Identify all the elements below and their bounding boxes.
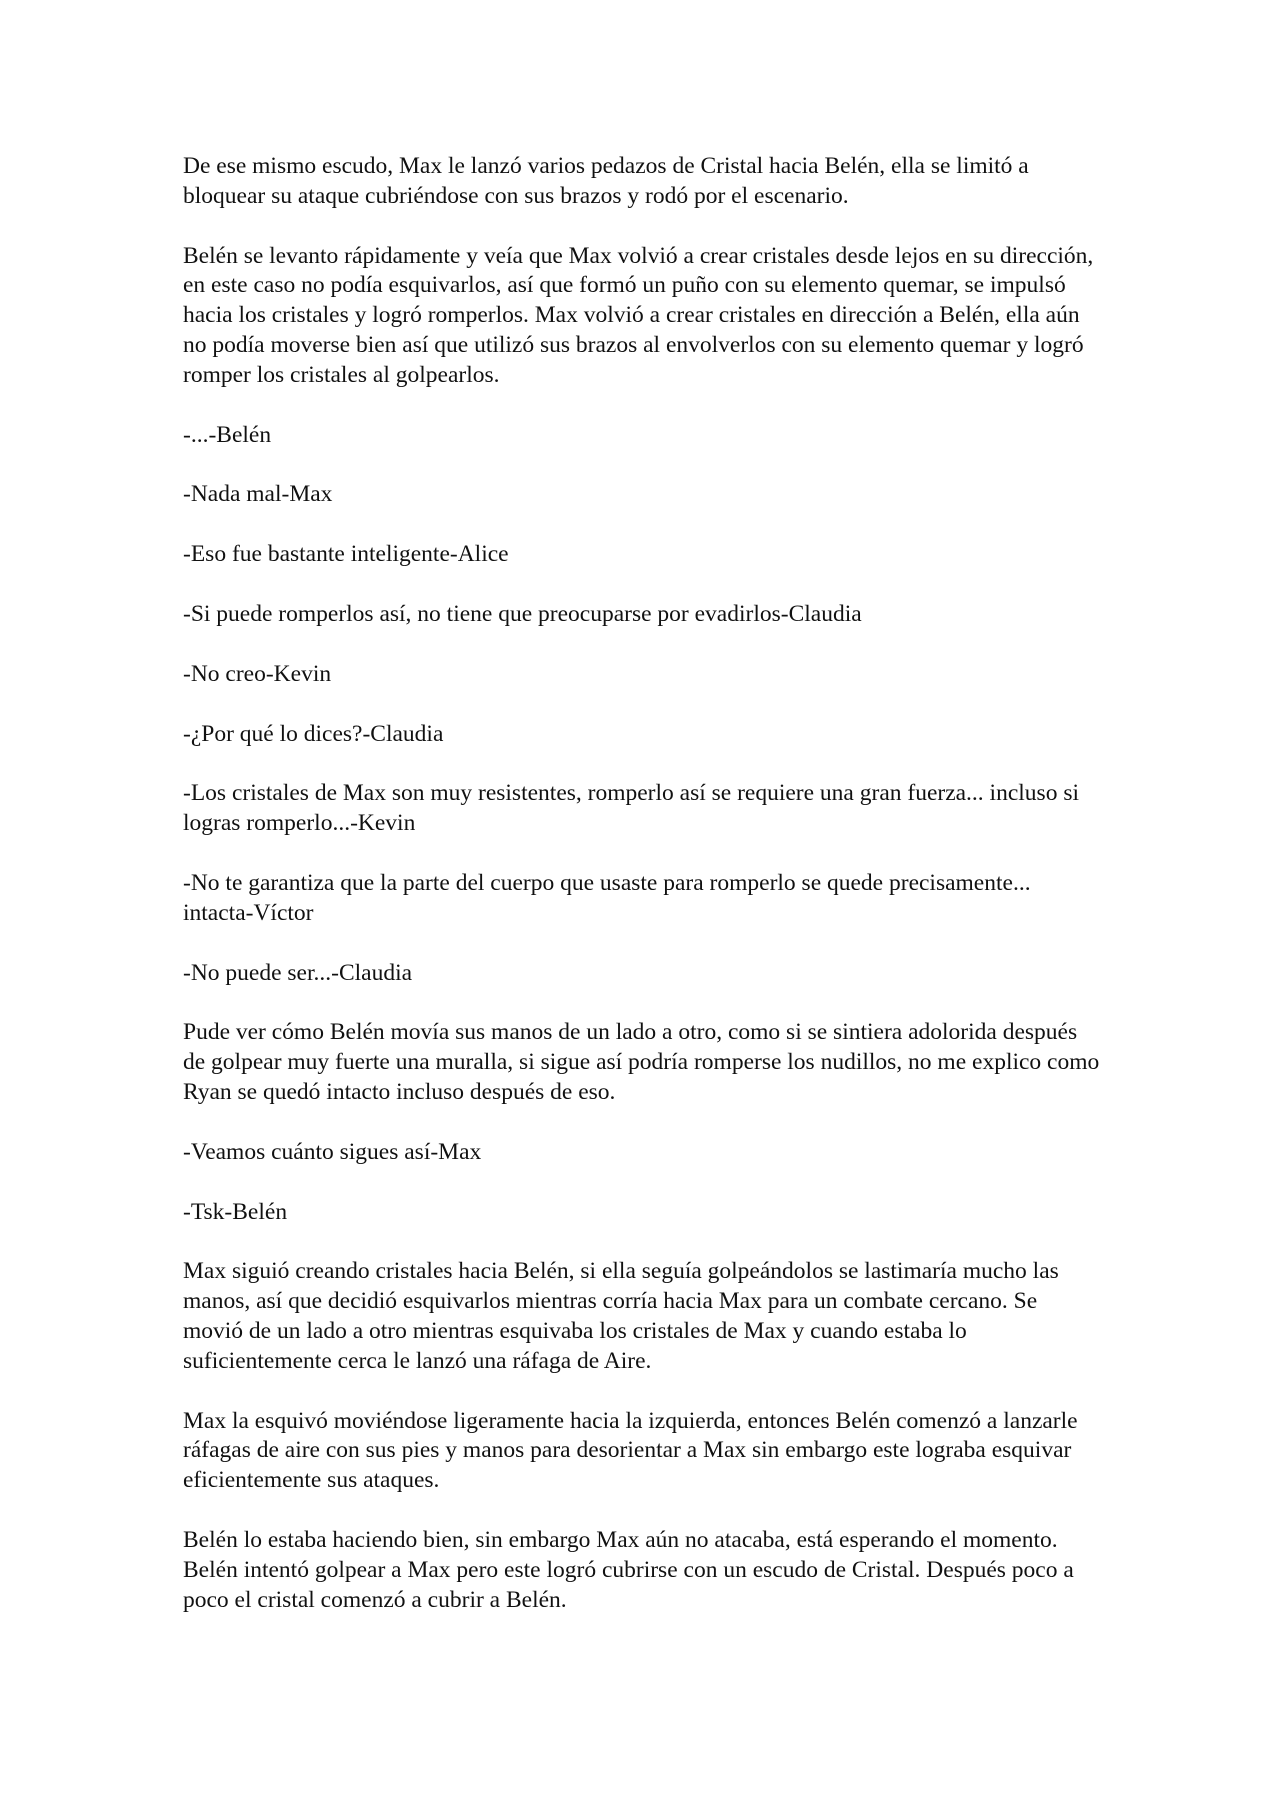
dialogue-line: -Tsk-Belén — [183, 1198, 288, 1225]
paragraph: Max siguió creando cristales hacia Belén, si ella seguía golpeándolos se lastimaría mucho las manos, así que decidió esquivarlos mientras corría hacia Max para un combate cercano. Se movió de un lado a otro mientras esquivaba los cristales de Max y cuando estaba lo suficientemente cerca le lanzó una ráfaga de Aire. — [183, 1258, 1059, 1374]
paragraph: Belén se levanto rápidamente y veía que Max volvió a crear cristales desde lejos en su dirección, en este caso no podía esquivarlos, así que formó un puño con su elemento quemar, se impulsó hacia los cristales y logró romperlos. Max volvió a crear cristales en dirección a Belén, ella aún no podía moverse bien así que utilizó sus brazos al envolverlos con su elemento quemar y logró romper los cristales al golpearlos. — [183, 242, 1094, 388]
dialogue-line: -Veamos cuánto sigues así-Max — [183, 1138, 482, 1165]
paragraph: Belén lo estaba haciendo bien, sin embargo Max aún no atacaba, está esperando el momento. Belén intentó golpear a Max pero este logró cubrirse con un escudo de Cristal. Después poco a poco el cristal comenzó a cubrir a Belén. — [183, 1526, 1074, 1613]
dialogue-line: -Si puede romperlos así, no tiene que preocuparse por evadirlos-Claudia — [183, 600, 862, 627]
dialogue-line: -No te garantiza que la parte del cuerpo que usaste para romperlo se quede precisamente... intacta-Víctor — [183, 869, 1031, 926]
dialogue-line: -...-Belén — [183, 421, 272, 448]
dialogue-line: -Eso fue bastante inteligente-Alice — [183, 541, 509, 568]
dialogue-line: -No creo-Kevin — [183, 660, 332, 687]
dialogue-line: -Los cristales de Max son muy resistentes, romperlo así se requiere una gran fuerza... incluso si logras romperlo...-Kevin — [183, 780, 1079, 837]
dialogue-line: -¿Por qué lo dices?-Claudia — [183, 720, 444, 747]
dialogue-line: -No puede ser...-Claudia — [183, 959, 413, 986]
paragraph: Pude ver cómo Belén movía sus manos de un lado a otro, como si se sintiera adolorida después de golpear muy fuerte una muralla, si sigue así podría romperse los nudillos, no me explico como Ryan se quedó intacto incluso después de eso. — [183, 1019, 1100, 1105]
paragraph: Max la esquivó moviéndose ligeramente hacia la izquierda, entonces Belén comenzó a lanzarle ráfagas de aire con sus pies y manos para desorientar a Max sin embargo este lograba esquivar eficientemente sus ataques. — [183, 1407, 1078, 1494]
dialogue-line: -Nada mal-Max — [183, 481, 333, 508]
document-body — [183, 152, 1103, 1645]
paragraph: De ese mismo escudo, Max le lanzó varios pedazos de Cristal hacia Belén, ella se limitó a bloquear su ataque cubriéndose con sus brazos y rodó por el escenario. — [183, 153, 1029, 209]
